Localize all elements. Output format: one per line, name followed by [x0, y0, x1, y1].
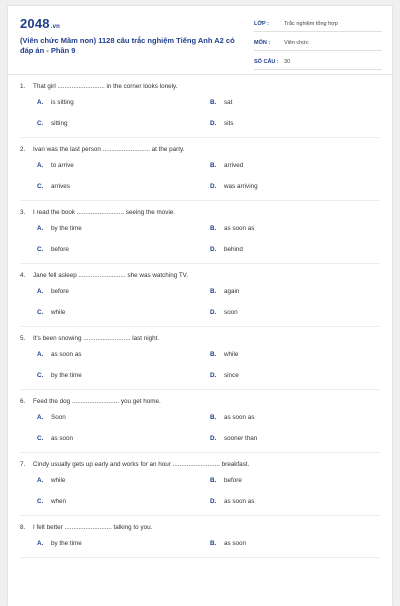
option-text: sits: [224, 120, 234, 127]
answer-option[interactable]: [210, 308, 383, 317]
answer-option[interactable]: [210, 245, 383, 254]
document-meta: [254, 16, 382, 73]
question-number: 1.: [20, 83, 26, 90]
answer-option[interactable]: [37, 182, 210, 191]
answer-options: [20, 539, 380, 548]
question-item: [20, 138, 380, 201]
question-number: 4.: [20, 272, 26, 279]
option-letter: B.: [210, 225, 217, 232]
answer-option[interactable]: [210, 497, 383, 506]
option-letter: B.: [210, 540, 217, 547]
answer-options: [20, 350, 380, 380]
answer-option[interactable]: [37, 476, 210, 485]
option-letter: C.: [37, 498, 44, 505]
answer-option[interactable]: [210, 476, 383, 485]
answer-option[interactable]: [37, 119, 210, 128]
answer-options: [20, 287, 380, 317]
question-line: [20, 145, 380, 154]
answer-option[interactable]: [210, 350, 383, 359]
answer-option[interactable]: [210, 98, 383, 107]
option-text: sooner than: [224, 435, 258, 442]
question-number: 7.: [20, 461, 26, 468]
meta-value: 30: [284, 58, 291, 65]
question-line: [20, 397, 380, 406]
option-text: as soon as: [51, 351, 82, 358]
document-title: (Viên chức Mầm non) 1128 câu trắc nghiệm Tiếng Anh A2 có đáp án - Phần 9: [20, 36, 235, 55]
answer-option[interactable]: [210, 182, 383, 191]
answer-option[interactable]: [210, 413, 383, 422]
option-letter: C.: [37, 246, 44, 253]
question-text: Feed the dog ........................... you get home.: [33, 398, 161, 405]
option-text: to arrive: [51, 162, 74, 169]
question-list: [8, 75, 392, 558]
site-logo[interactable]: [20, 16, 60, 31]
option-letter: C.: [37, 309, 44, 316]
question-item: [20, 201, 380, 264]
option-text: before: [51, 246, 69, 253]
option-text: Soon: [51, 414, 66, 421]
option-text: while: [51, 477, 66, 484]
meta-key: LỚP :: [254, 20, 269, 27]
question-line: [20, 334, 380, 343]
question-number: 3.: [20, 209, 26, 216]
option-text: is sitting: [51, 99, 74, 106]
answer-options: [20, 98, 380, 128]
option-text: by the time: [51, 372, 82, 379]
option-text: before: [224, 477, 242, 484]
answer-option[interactable]: [37, 497, 210, 506]
option-text: as soon: [51, 435, 74, 442]
meta-key: SỐ CÂU :: [254, 58, 279, 65]
logo-text: 2048: [20, 16, 50, 31]
option-letter: D.: [210, 309, 217, 316]
question-line: [20, 208, 380, 217]
option-letter: B.: [210, 414, 217, 421]
answer-option[interactable]: [210, 434, 383, 443]
question-line: [20, 271, 380, 280]
option-letter: D.: [210, 435, 217, 442]
option-letter: B.: [210, 351, 217, 358]
option-letter: C.: [37, 435, 44, 442]
question-text: Jane fell asleep ........................... she was watching TV.: [33, 272, 189, 279]
answer-option[interactable]: [37, 308, 210, 317]
answer-options: [20, 413, 380, 443]
logo-tld: .vn: [50, 24, 61, 30]
option-letter: A.: [37, 414, 44, 421]
question-text: I felt better ........................... talking to you.: [33, 524, 153, 531]
option-letter: D.: [210, 246, 217, 253]
answer-option[interactable]: [210, 161, 383, 170]
document-page: [8, 6, 392, 606]
option-text: when: [51, 498, 67, 505]
option-letter: D.: [210, 498, 217, 505]
option-text: as soon: [224, 540, 247, 547]
answer-option[interactable]: [210, 539, 383, 548]
document-header: [8, 6, 392, 75]
option-letter: A.: [37, 477, 44, 484]
option-letter: D.: [210, 372, 217, 379]
option-text: arrived: [224, 162, 244, 169]
meta-row-subject: [254, 35, 382, 51]
question-text: I read the book ........................... seeing the movie.: [33, 209, 176, 216]
answer-option[interactable]: [37, 287, 210, 296]
answer-option[interactable]: [37, 434, 210, 443]
meta-key: MÔN :: [254, 39, 271, 46]
answer-option[interactable]: [37, 224, 210, 233]
question-item: [20, 75, 380, 138]
question-text: Cindy usually gets up early and works for an hour ........................... breakfast.: [33, 461, 250, 468]
option-text: by the time: [51, 225, 82, 232]
option-letter: A.: [37, 288, 44, 295]
option-text: sitting: [51, 120, 68, 127]
option-letter: B.: [210, 162, 217, 169]
option-letter: B.: [210, 477, 217, 484]
answer-option[interactable]: [37, 245, 210, 254]
option-text: behind: [224, 246, 243, 253]
answer-option[interactable]: [210, 371, 383, 380]
option-letter: B.: [210, 99, 217, 106]
answer-option[interactable]: [210, 224, 383, 233]
question-text: It's been snowing ........................... last night.: [33, 335, 160, 342]
answer-option[interactable]: [37, 413, 210, 422]
answer-option[interactable]: [37, 161, 210, 170]
answer-options: [20, 476, 380, 506]
answer-option[interactable]: [37, 539, 210, 548]
option-text: while: [224, 351, 239, 358]
answer-option[interactable]: [37, 371, 210, 380]
question-item: [20, 516, 380, 558]
option-letter: C.: [37, 183, 44, 190]
question-line: [20, 523, 380, 532]
option-letter: C.: [37, 372, 44, 379]
question-number: 5.: [20, 335, 26, 342]
answer-option[interactable]: [37, 350, 210, 359]
option-text: as soon as: [224, 414, 255, 421]
option-text: as soon as: [224, 498, 255, 505]
option-letter: A.: [37, 225, 44, 232]
option-letter: C.: [37, 120, 44, 127]
question-text: Ivan was the last person ........................... at the party.: [33, 146, 185, 153]
option-letter: D.: [210, 120, 217, 127]
option-letter: B.: [210, 288, 217, 295]
answer-option[interactable]: [37, 98, 210, 107]
question-item: [20, 390, 380, 453]
question-item: [20, 264, 380, 327]
question-item: [20, 327, 380, 390]
question-number: 8.: [20, 524, 26, 531]
option-text: soon: [224, 309, 238, 316]
answer-options: [20, 224, 380, 254]
option-letter: A.: [37, 162, 44, 169]
meta-row-count: [254, 54, 382, 70]
option-text: again: [224, 288, 240, 295]
answer-option[interactable]: [210, 119, 383, 128]
option-letter: A.: [37, 351, 44, 358]
option-letter: A.: [37, 99, 44, 106]
option-text: arrives: [51, 183, 70, 190]
option-letter: D.: [210, 183, 217, 190]
option-text: while: [51, 309, 66, 316]
answer-option[interactable]: [210, 287, 383, 296]
option-text: before: [51, 288, 69, 295]
option-letter: A.: [37, 540, 44, 547]
option-text: by the time: [51, 540, 82, 547]
option-text: sat: [224, 99, 233, 106]
option-text: as soon as: [224, 225, 255, 232]
question-line: [20, 82, 380, 91]
meta-value: Trắc nghiệm tổng hợp: [284, 20, 338, 27]
question-item: [20, 453, 380, 516]
option-text: was arriving: [224, 183, 258, 190]
question-number: 2.: [20, 146, 26, 153]
meta-row-class: [254, 16, 382, 32]
answer-options: [20, 161, 380, 191]
question-line: [20, 460, 380, 469]
question-number: 6.: [20, 398, 26, 405]
meta-value: Viên chức: [284, 39, 309, 46]
question-text: That girl ........................... in the corner looks lonely.: [33, 83, 178, 90]
option-text: since: [224, 372, 239, 379]
